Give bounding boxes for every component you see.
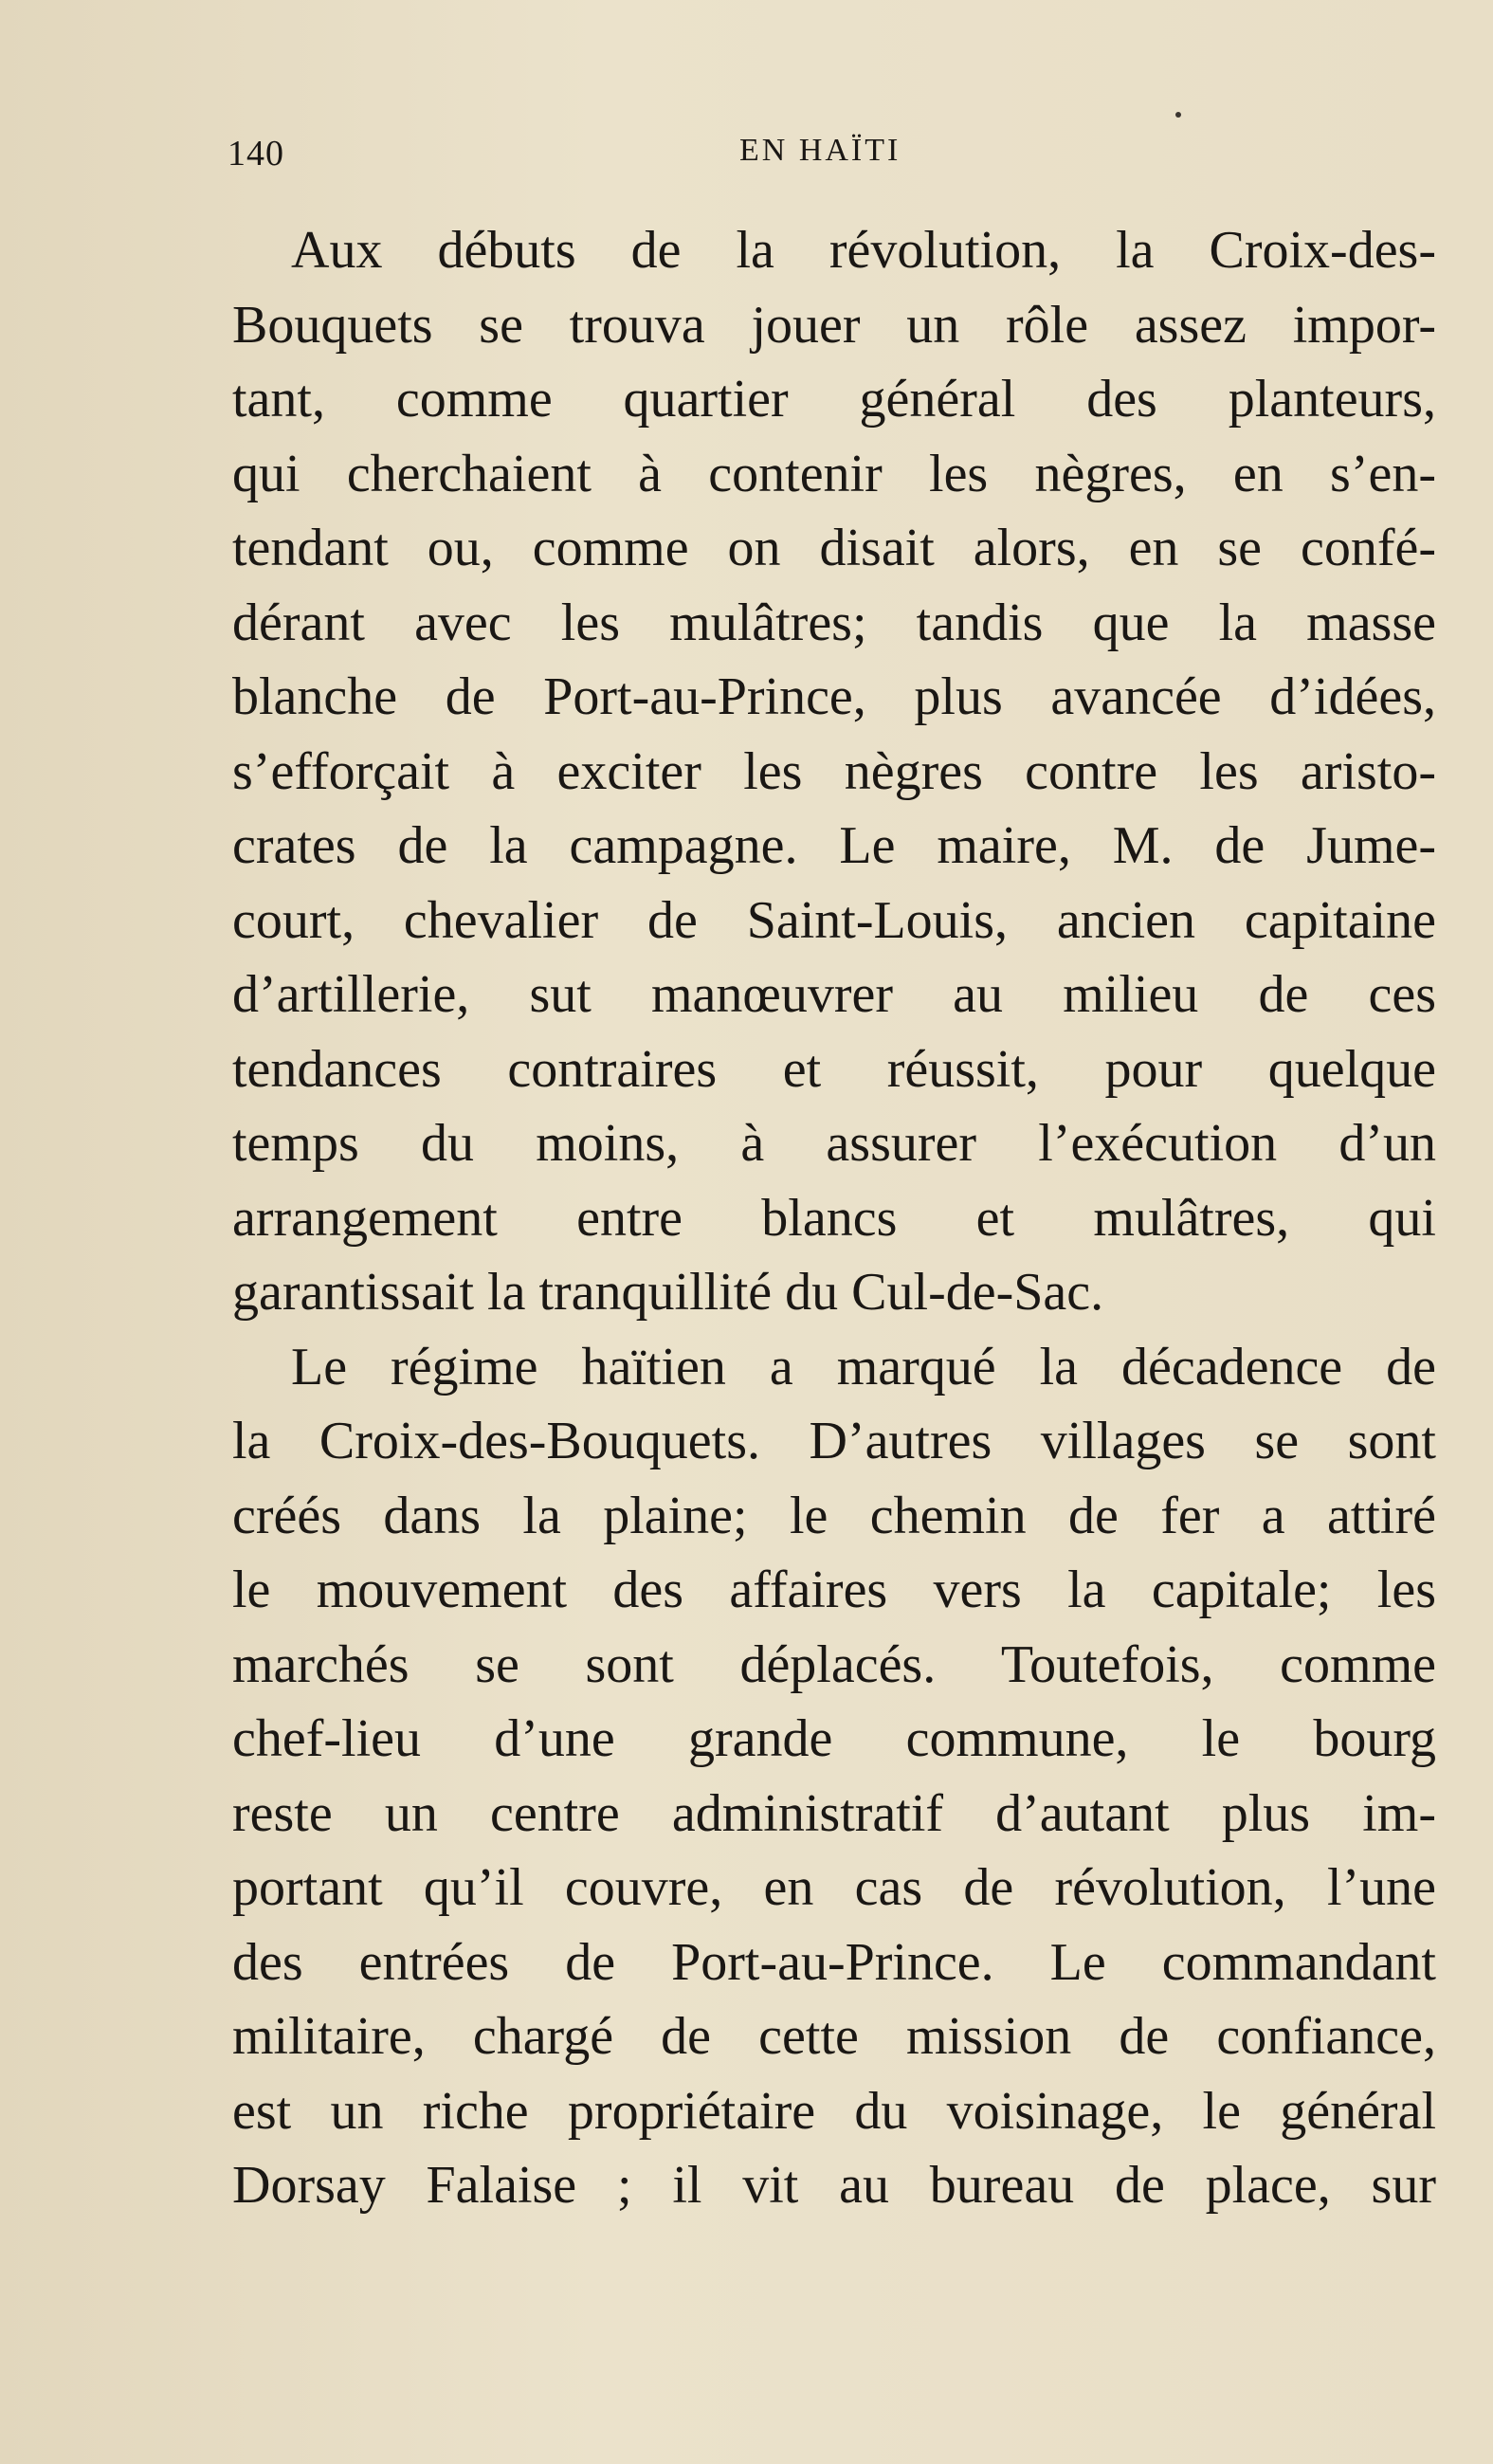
text-line: reste un centre administratif d’autant plus im- [232,1783,1436,1843]
text-line: qui cherchaient à contenir les nègres, en s’en- [232,444,1436,503]
text-line: portant qu’il couvre, en cas de révolution, l’une [232,1858,1436,1917]
text-line: Bouquets se trouva jouer un rôle assez impor- [232,295,1436,355]
text-line: blanche de Port-au-Prince, plus avancée d’idées, [232,667,1436,726]
running-title: EN HAÏTI [739,133,901,168]
text-line: court, chevalier de Saint-Louis, ancien capitaine [232,890,1436,950]
text-line: la Croix-des-Bouquets. D’autres villages se sont [232,1412,1436,1470]
text-line: tant, comme quartier général des planteurs, [232,370,1436,429]
text-line: s’efforçait à exciter les nègres contre les aristo- [232,741,1436,801]
page-number: 140 [228,134,284,173]
body-text [232,213,1436,2223]
text-line: créés dans la plaine; le chemin de fer a attiré [232,1486,1436,1545]
text-line: dérant avec les mulâtres; tandis que la masse [232,593,1436,652]
text-line: des entrées de Port-au-Prince. Le commandant [232,1932,1436,1992]
text-line: garantissait la tranquillité du Cul-de-Sac. [232,1263,1104,1322]
text-line: Dorsay Falaise ; il vit au bureau de place, sur [232,2156,1436,2215]
text-line: Le régime haïtien a marqué la décadence de [291,1337,1436,1396]
text-line: le mouvement des affaires vers la capitale; les [232,1561,1436,1619]
page-header [228,133,1223,190]
text-line: temps du moins, à assurer l’exécution d’un [232,1114,1436,1173]
text-line: d’artillerie, sut manœuvrer au milieu de ces [232,965,1436,1024]
text-line: tendances contraires et réussit, pour quelque [232,1039,1436,1099]
text-line: militaire, chargé de cette mission de confiance, [232,2007,1436,2066]
text-line: chef-lieu d’une grande commune, le bourg [232,1709,1436,1768]
text-line: crates de la campagne. Le maire, M. de Jume- [232,816,1436,875]
text-line: est un riche propriétaire du voisinage, le général [232,2081,1436,2141]
text-line: tendant ou, comme on disait alors, en se confé- [232,519,1436,577]
ink-speck [1175,112,1181,118]
text-line: arrangement entre blancs et mulâtres, qui [232,1188,1436,1248]
text-line: marchés se sont déplacés. Toutefois, comme [232,1634,1436,1694]
text-line: Aux débuts de la révolution, la Croix-des- [291,221,1436,280]
